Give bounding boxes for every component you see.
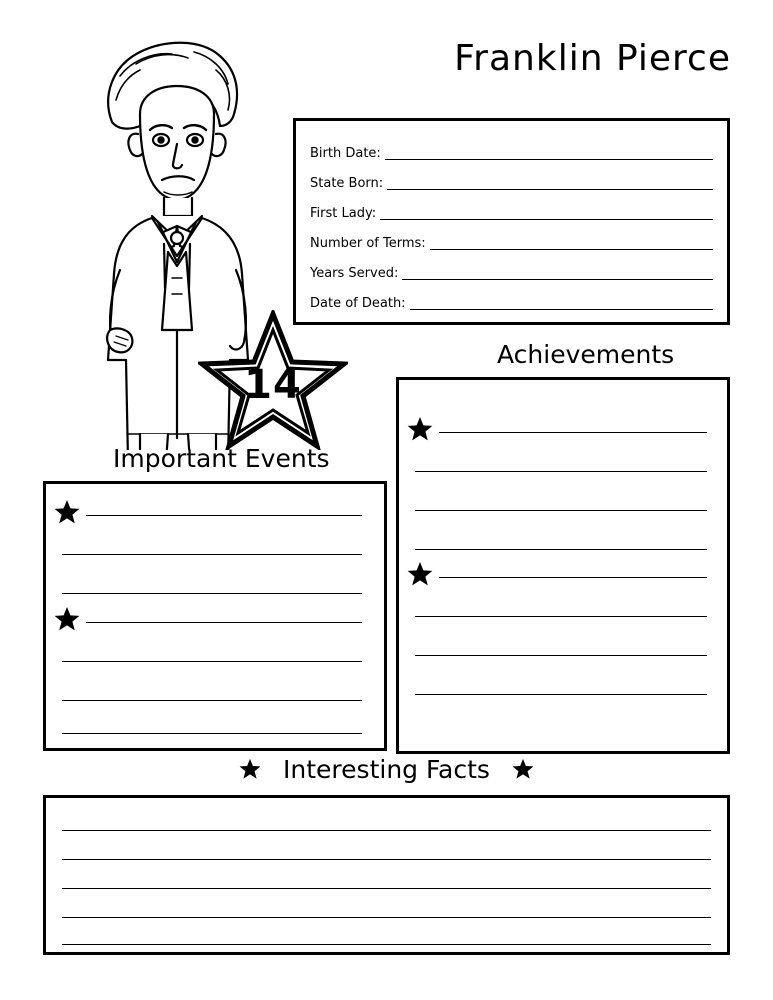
fact-label: Years Served: bbox=[310, 266, 399, 281]
fact-label: First Lady: bbox=[310, 206, 377, 221]
fact-label: Date of Death: bbox=[310, 296, 406, 311]
write-line[interactable] bbox=[62, 888, 711, 889]
write-line[interactable] bbox=[62, 733, 362, 734]
bullet-star-icon bbox=[54, 606, 80, 632]
interesting-facts-heading: Interesting Facts bbox=[283, 755, 490, 784]
achievements-lines bbox=[399, 380, 727, 751]
write-line[interactable] bbox=[415, 510, 707, 511]
heading-star-icon-right bbox=[512, 758, 534, 780]
bullet-star-icon bbox=[407, 416, 433, 442]
write-line[interactable] bbox=[86, 515, 362, 516]
president-number-star bbox=[198, 310, 348, 450]
write-line[interactable] bbox=[86, 622, 362, 623]
president-facts-box bbox=[293, 118, 730, 325]
important-events-lines bbox=[46, 484, 384, 748]
fact-label: Number of Terms: bbox=[310, 236, 426, 251]
bullet-star-icon bbox=[407, 561, 433, 587]
write-line[interactable] bbox=[415, 616, 707, 617]
page-title: Franklin Pierce bbox=[454, 38, 731, 79]
interesting-facts-heading-row bbox=[0, 755, 773, 784]
achievements-heading: Achievements bbox=[497, 340, 675, 369]
fact-label: State Born: bbox=[310, 176, 384, 191]
interesting-facts-lines bbox=[46, 798, 727, 952]
fact-row-state-born bbox=[310, 163, 713, 193]
fact-row-birth-date bbox=[310, 133, 713, 163]
fact-row-number-of-terms bbox=[310, 223, 713, 253]
fact-label: Birth Date: bbox=[310, 146, 381, 161]
write-line[interactable] bbox=[415, 694, 707, 695]
fact-write-line[interactable] bbox=[430, 248, 713, 250]
write-line[interactable] bbox=[439, 432, 707, 433]
write-line[interactable] bbox=[62, 917, 711, 918]
write-line[interactable] bbox=[415, 471, 707, 472]
write-line[interactable] bbox=[62, 700, 362, 701]
heading-star-icon-left bbox=[239, 758, 261, 780]
write-line[interactable] bbox=[439, 577, 707, 578]
fact-write-line[interactable] bbox=[402, 278, 713, 280]
fact-write-line[interactable] bbox=[380, 218, 713, 220]
important-events-heading: Important Events bbox=[113, 444, 330, 473]
write-line[interactable] bbox=[415, 655, 707, 656]
write-line[interactable] bbox=[62, 661, 362, 662]
write-line[interactable] bbox=[62, 830, 711, 831]
fact-row-years-served bbox=[310, 253, 713, 283]
fact-row-first-lady bbox=[310, 193, 713, 223]
bullet-star-icon bbox=[54, 499, 80, 525]
important-events-box bbox=[43, 481, 387, 751]
write-line[interactable] bbox=[415, 549, 707, 550]
write-line[interactable] bbox=[62, 944, 711, 945]
write-line[interactable] bbox=[62, 859, 711, 860]
fact-write-line[interactable] bbox=[385, 158, 713, 160]
fact-write-line[interactable] bbox=[410, 308, 713, 310]
write-line[interactable] bbox=[62, 554, 362, 555]
write-line[interactable] bbox=[62, 593, 362, 594]
fact-write-line[interactable] bbox=[387, 188, 713, 190]
interesting-facts-box bbox=[43, 795, 730, 955]
achievements-box bbox=[396, 377, 730, 754]
fact-row-date-of-death bbox=[310, 283, 713, 313]
president-number: 14 bbox=[244, 362, 302, 408]
